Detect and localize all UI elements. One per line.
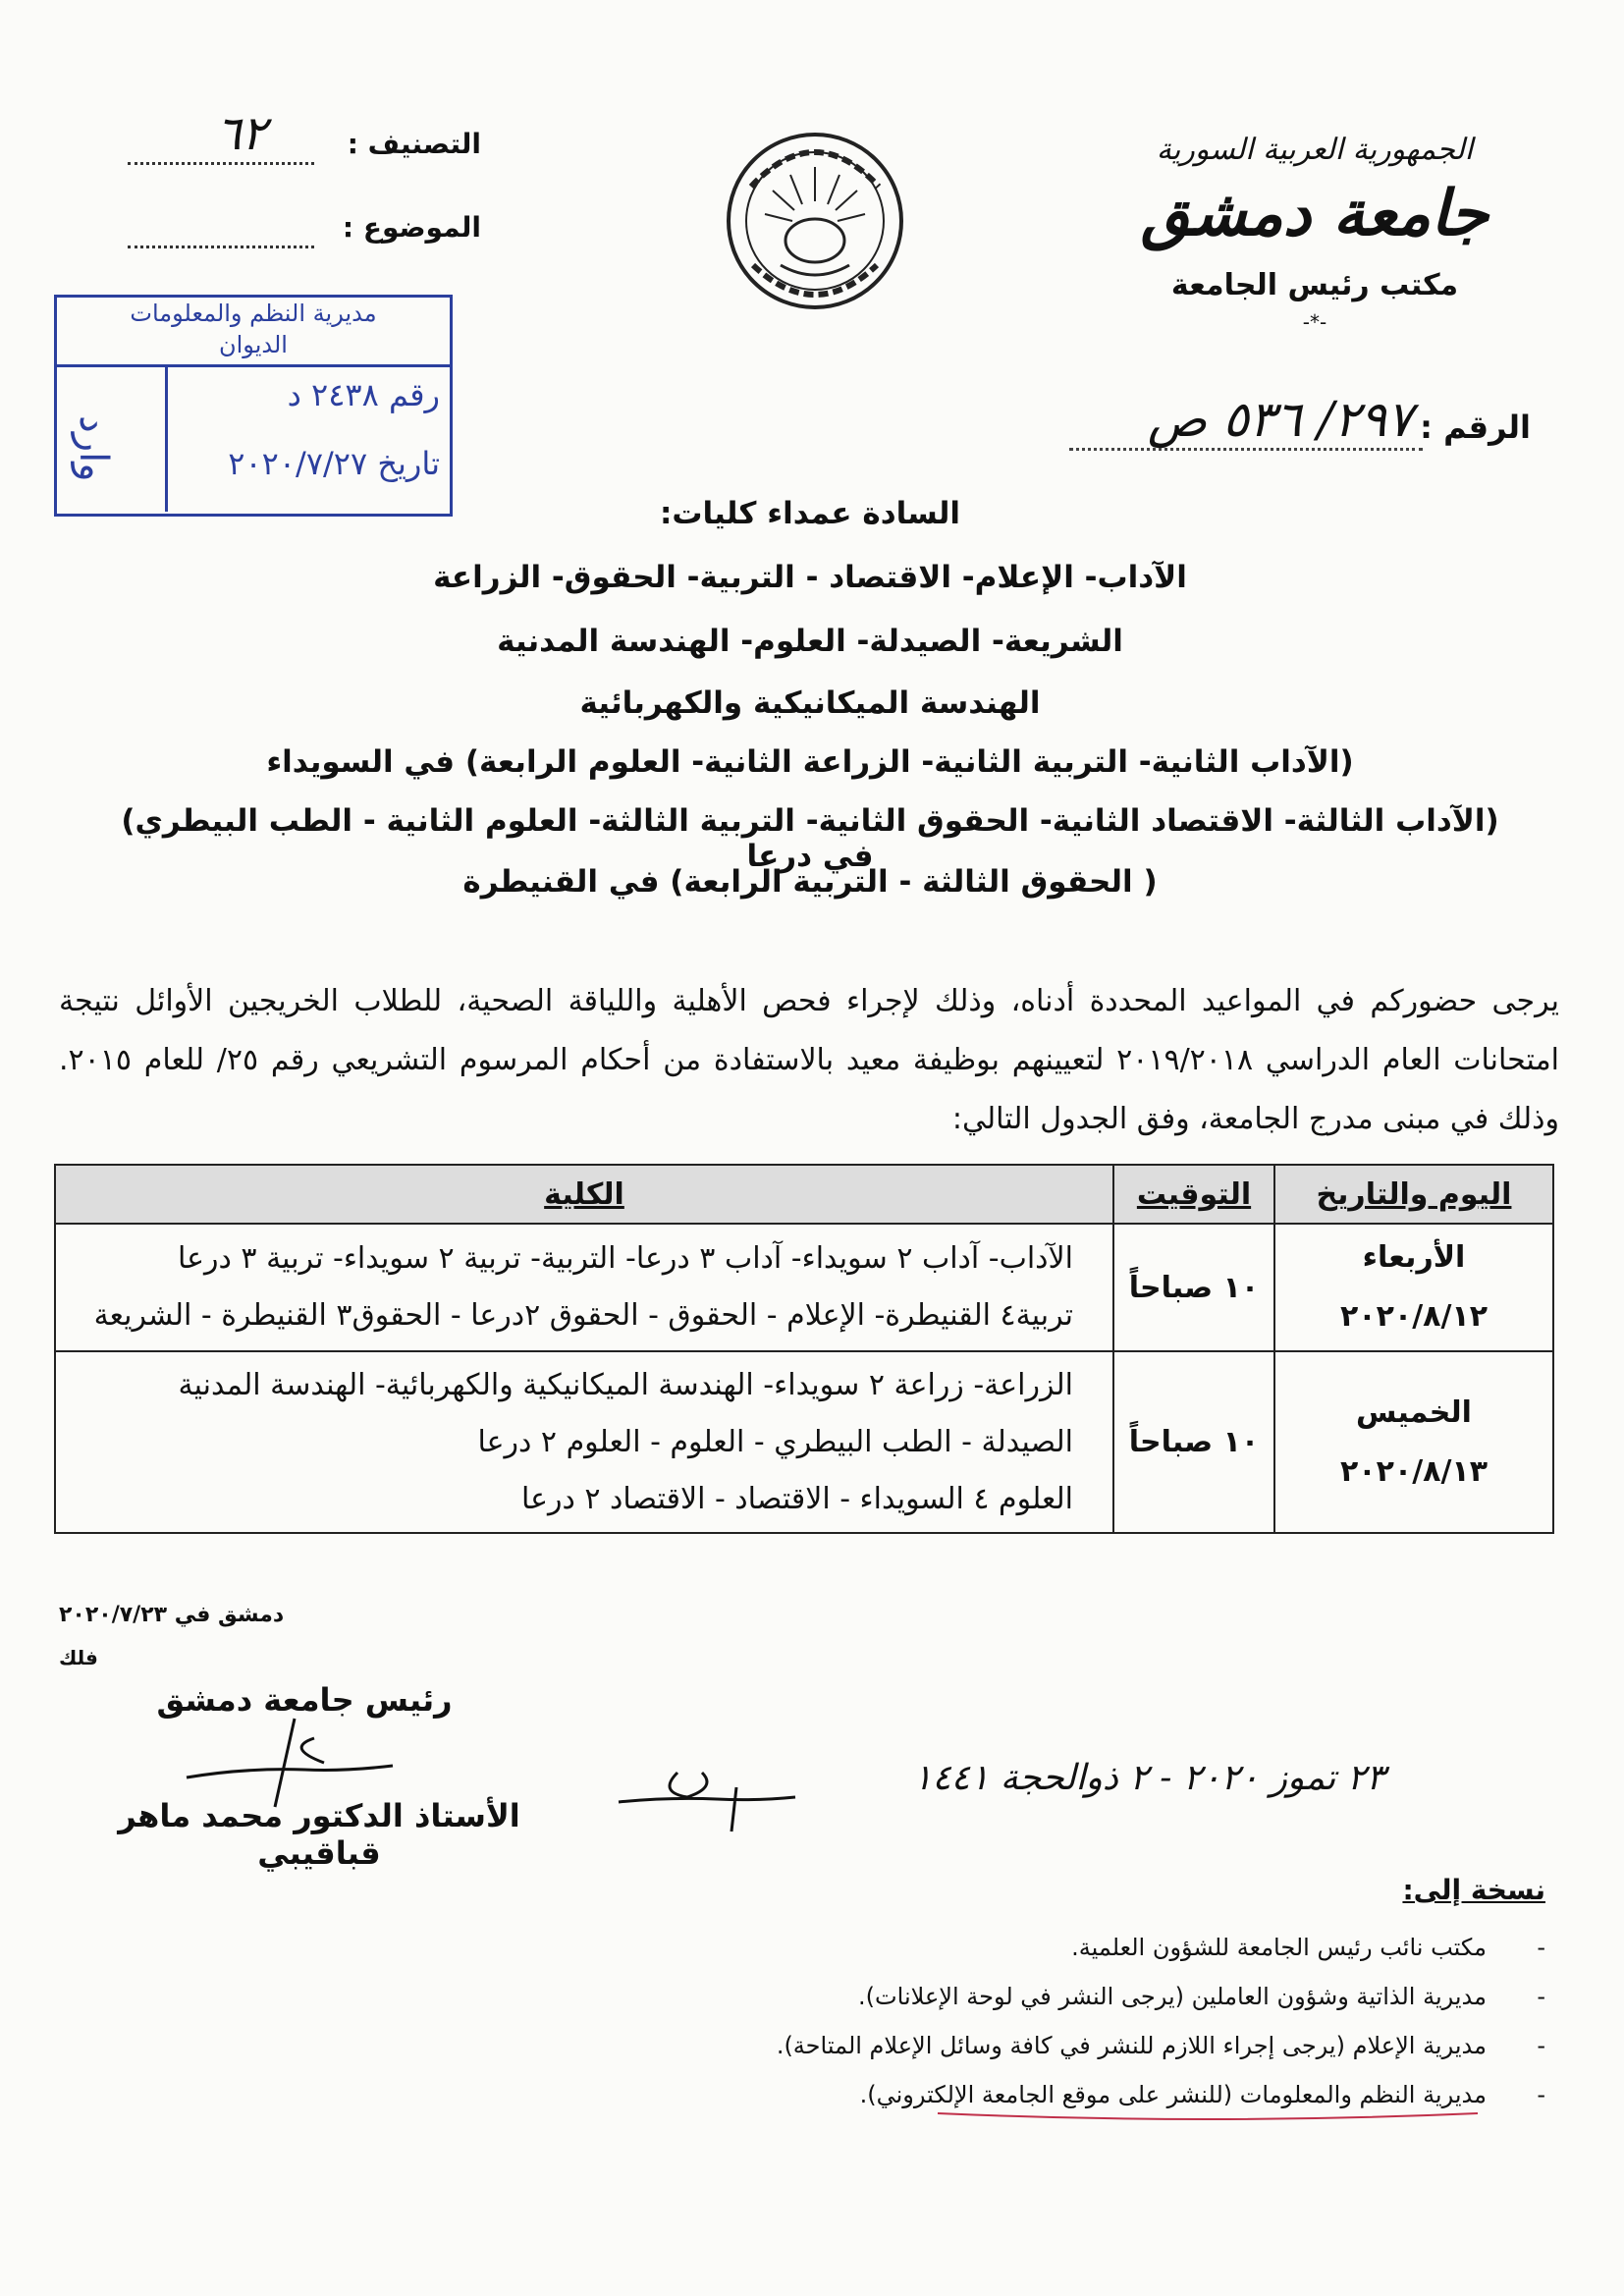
faculty-line: الآداب- آداب ٢ سويداء- آداب ٣ درعا- التربية- تربية ٢ سويداء- تربية ٣ درعا bbox=[177, 1241, 1073, 1276]
copy-recipient: مكتب نائب رئيس الجامعة للشؤون العلمية. bbox=[1071, 1934, 1487, 1961]
classification-value: ٦٢ bbox=[216, 106, 267, 161]
classification-label: التصنيف : bbox=[347, 128, 481, 160]
faculty-cell bbox=[55, 1351, 1113, 1533]
university-seal-icon bbox=[722, 128, 908, 314]
president-title: رئيس جامعة دمشق bbox=[156, 1681, 453, 1719]
reference-label: الرقم : bbox=[1420, 409, 1531, 446]
addressee-line-3: الشريعة- الصيدلة- العلوم- الهندسة المدنية bbox=[497, 624, 1123, 659]
copy-recipient: مديرية الإعلام (يرجى إجراء اللازم للنشر في كافة وسائل الإعلام المتاحة). bbox=[776, 2032, 1487, 2059]
stamp-divider-horizontal bbox=[57, 364, 450, 367]
stamp-incoming: وارد bbox=[71, 415, 116, 482]
addressee-line-5: (الآداب الثانية- التربية الثانية- الزراعة الثانية- العلوم الرابعة) في السويداء bbox=[266, 744, 1354, 780]
stamp-date: تاريخ ٢٠٢٠/٧/٢٧ bbox=[228, 445, 440, 482]
reference-dotted-line bbox=[1069, 448, 1423, 451]
letterhead bbox=[1099, 133, 1531, 334]
day-cell bbox=[1274, 1351, 1553, 1533]
header-day: اليوم والتاريخ bbox=[1274, 1165, 1553, 1224]
stamp-divider-vertical bbox=[165, 366, 168, 512]
list-item bbox=[564, 2021, 1545, 2070]
list-dash-icon: - bbox=[1537, 2081, 1545, 2108]
header-faculty: الكلية bbox=[55, 1165, 1113, 1224]
day-date: ٢٠٢٠/٨/١٢ bbox=[1339, 1299, 1489, 1334]
faculty-cell bbox=[55, 1224, 1113, 1351]
red-underline-icon bbox=[933, 2109, 1483, 2123]
addressee-line-4: الهندسة الميكانيكية والكهربائية bbox=[579, 685, 1041, 721]
header-time: التوقيت bbox=[1113, 1165, 1274, 1224]
copies-list bbox=[564, 1923, 1545, 2119]
time-cell: ١٠ صباحاً bbox=[1113, 1224, 1274, 1351]
copies-title: نسخة إلى: bbox=[1402, 1874, 1545, 1906]
faculty-line: الصيدلة - الطب البيطري - العلوم - العلوم ٢ درعا bbox=[477, 1424, 1073, 1459]
addressee-line-6: (الآداب الثالثة- الاقتصاد الثانية- الحقوق الثانية- التربية الثالثة- العلوم الثانية - الطب البيطري) في درعا bbox=[121, 803, 1499, 874]
university-name: جامعة دمشق bbox=[1140, 177, 1489, 250]
day-name: الخميس bbox=[1356, 1394, 1472, 1430]
stamp-number: رقم ٢٤٣٨ د bbox=[287, 376, 440, 413]
day-name: الأربعاء bbox=[1362, 1240, 1466, 1275]
stamp-directorate: مديرية النظم والمعلومات bbox=[130, 300, 377, 327]
classification-field bbox=[128, 106, 481, 177]
addressee-line-7: ( الحقوق الثالثة - التربية الرابعة) في القنيطرة bbox=[462, 864, 1158, 900]
list-dash-icon: - bbox=[1537, 1934, 1545, 1961]
office-name: مكتب رئيس الجامعة bbox=[1170, 268, 1459, 302]
republic-name: الجمهورية العربية السورية bbox=[1156, 133, 1474, 167]
president-name: الأستاذ الدكتور محمد ماهر قباقيبي bbox=[118, 1797, 520, 1872]
issue-date: دمشق في ٢٠٢٠/٧/٢٣ bbox=[59, 1603, 285, 1627]
list-item bbox=[564, 1972, 1545, 2021]
table-header-row bbox=[55, 1165, 1553, 1224]
day-date: ٢٠٢٠/٨/١٣ bbox=[1339, 1453, 1489, 1489]
day-cell bbox=[1274, 1224, 1553, 1351]
list-dash-icon: - bbox=[1537, 2032, 1545, 2059]
reference-value: ٢٩٧/ ٥٣٦ ص bbox=[1147, 391, 1413, 448]
table-row bbox=[55, 1224, 1553, 1351]
typist-initials: فلك bbox=[59, 1646, 98, 1669]
subject-line bbox=[128, 246, 314, 248]
addressee-line-2: الآداب- الإعلام- الاقتصاد - التربية- الحقوق- الزراعة bbox=[433, 560, 1187, 595]
reference-number bbox=[981, 391, 1531, 460]
addressee-line-1: السادة عمداء كليات: bbox=[659, 496, 961, 531]
subject-field bbox=[128, 211, 481, 260]
initials-signature-icon bbox=[609, 1758, 805, 1836]
schedule-table bbox=[54, 1164, 1554, 1534]
table-row bbox=[55, 1351, 1553, 1533]
faculty-line: الزراعة- زراعة ٢ سويداء- الهندسة الميكانيكية والكهربائية- الهندسة المدنية bbox=[178, 1367, 1073, 1402]
header-ornament: -*- bbox=[1302, 310, 1327, 334]
time-cell: ١٠ صباحاً bbox=[1113, 1351, 1274, 1533]
list-dash-icon: - bbox=[1537, 1983, 1545, 2010]
stamp-office: الديوان bbox=[219, 331, 288, 358]
classification-line bbox=[128, 162, 314, 165]
faculty-line: تربية٤ القنيطرة- الإعلام - الحقوق - الحقوق ٢درعا - الحقوق٣ القنيطرة - الشريعة bbox=[93, 1298, 1073, 1333]
subject-label: الموضوع : bbox=[342, 211, 481, 244]
copy-recipient: مديرية النظم والمعلومات (للنشر على موقع الجامعة الإلكتروني). bbox=[859, 2081, 1487, 2108]
incoming-stamp bbox=[54, 295, 453, 517]
list-item bbox=[564, 1923, 1545, 1972]
hijri-date-stamp: ٢٣ تموز ٢٠٢٠ - ٢ ذوالحجة ١٤٤١ bbox=[913, 1758, 1385, 1798]
faculty-line: العلوم ٤ السويداء - الاقتصاد - الاقتصاد ٢ درعا bbox=[520, 1481, 1073, 1516]
copy-recipient: مديرية الذاتية وشؤون العاملين (يرجى النشر في لوحة الإعلانات). bbox=[858, 1983, 1487, 2010]
body-paragraph: يرجى حضوركم في المواعيد المحددة أدناه، وذلك لإجراء فحص الأهلية واللياقة الصحية، للطلاب الخريجين الأوائل نتيجة امتحانات العام الدراسي ٢٠١٩/٢٠١٨ لتعيينهم بوظيفة معيد بالاستفادة من أحكام المرسوم التشريعي رقم ٢٥/ للعام ٢٠١٥. وذلك في مبنى مدرج الجامعة، وفق الجدول التالي: bbox=[59, 984, 1559, 1136]
